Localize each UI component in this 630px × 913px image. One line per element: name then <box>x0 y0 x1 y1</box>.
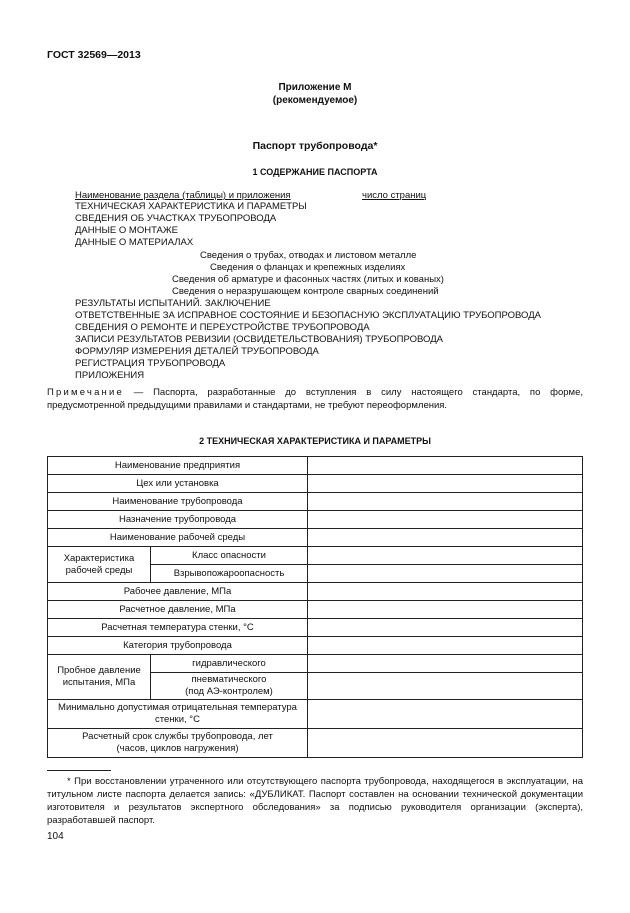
page-number: 104 <box>47 831 64 842</box>
row-label: Минимально допустимая отрицательная температура стенки, °С <box>48 700 308 729</box>
appendix-title: Приложение М <box>278 82 352 93</box>
value-cell <box>308 655 583 673</box>
table-row <box>48 547 583 565</box>
table-row <box>48 637 583 655</box>
row-label <box>48 729 308 758</box>
value-cell <box>308 547 583 565</box>
group-label: Характеристика рабочей среды <box>48 547 151 583</box>
section2-title: 2 ТЕХНИЧЕСКАЯ ХАРАКТЕРИСТИКА И ПАРАМЕТРЫ <box>199 436 431 446</box>
row-label-line: (часов, циклов нагружения) <box>116 743 239 754</box>
toc-subitem: Сведения о трубах, отводах и листовом металле <box>200 250 417 261</box>
footnote-divider <box>47 770 111 771</box>
note-label: Примечание <box>47 387 124 398</box>
row-label: Взрывопожароопасность <box>151 565 308 583</box>
row-label: Наименование предприятия <box>48 457 308 475</box>
toc-column-pages: число страниц <box>362 190 427 201</box>
row-label: Расчетное давление, МПа <box>48 601 308 619</box>
row-label: Рабочее давление, МПа <box>48 583 308 601</box>
toc-column-name: Наименование раздела (таблицы) и приложения <box>75 190 291 201</box>
row-label: Цех или установка <box>48 475 308 493</box>
toc-item: РЕЗУЛЬТАТЫ ИСПЫТАНИЙ. ЗАКЛЮЧЕНИЕ <box>75 298 271 309</box>
value-cell <box>308 700 583 729</box>
appendix-subtitle: (рекомендуемое) <box>272 95 358 106</box>
value-cell <box>308 529 583 547</box>
toc-item: РЕГИСТРАЦИЯ ТРУБОПРОВОДА <box>75 358 226 369</box>
table-row <box>48 493 583 511</box>
document-title: Паспорт трубопровода* <box>252 140 378 152</box>
toc-subitem: Сведения о фланцах и крепежных изделиях <box>210 262 406 273</box>
toc-item: ДАННЫЕ О МАТЕРИАЛАХ <box>75 237 194 248</box>
row-label: Расчетная температура стенки, °С <box>48 619 308 637</box>
value-cell <box>308 493 583 511</box>
technical-characteristics-table <box>47 456 583 758</box>
value-cell <box>308 583 583 601</box>
table-row <box>48 729 583 758</box>
footnote: * При восстановлении утраченного или отсутствующего паспорта трубопровода, находящегося в эксплуатации, на титульном листе паспорта делается запись: «ДУБЛИКАТ. Паспорт составлен на основании технической документации изготовителя и результатов экспертного обследования» за подписью руководителя организации (эксперта), разработавшей паспорт. <box>47 776 583 826</box>
row-label: Наименование трубопровода <box>48 493 308 511</box>
table-row <box>48 655 583 673</box>
row-label: Наименование рабочей среды <box>48 529 308 547</box>
value-cell <box>308 475 583 493</box>
value-cell <box>308 511 583 529</box>
value-cell <box>308 619 583 637</box>
toc-item: ДАННЫЕ О МОНТАЖЕ <box>75 225 179 236</box>
row-label: гидравлического <box>151 655 308 673</box>
table-row <box>48 619 583 637</box>
table-row <box>48 601 583 619</box>
value-cell <box>308 637 583 655</box>
row-label-line: пневматического <box>191 674 267 685</box>
table-row <box>48 511 583 529</box>
row-label-line: Расчетный срок службы трубопровода, лет <box>82 731 273 742</box>
value-cell <box>308 601 583 619</box>
toc-item: ЗАПИСИ РЕЗУЛЬТАТОВ РЕВИЗИИ (ОСВИДЕТЕЛЬСТВОВАНИЯ) ТРУБОПРОВОДА <box>75 334 443 345</box>
value-cell <box>308 457 583 475</box>
toc-item: ПРИЛОЖЕНИЯ <box>75 370 145 381</box>
toc-item: СВЕДЕНИЯ ОБ УЧАСТКАХ ТРУБОПРОВОДА <box>75 213 277 224</box>
section1-title: 1 СОДЕРЖАНИЕ ПАСПОРТА <box>252 167 378 177</box>
toc-subitem: Сведения об арматуре и фасонных частях (литых и кованых) <box>172 274 444 285</box>
group-label: Пробное давление испытания, МПа <box>48 655 151 700</box>
toc-item: ОТВЕТСТВЕННЫЕ ЗА ИСПРАВНОЕ СОСТОЯНИЕ И БЕЗОПАСНУЮ ЭКСПЛУАТАЦИЮ ТРУБОПРОВОДА <box>75 310 541 321</box>
table-row <box>48 700 583 729</box>
standard-header: ГОСТ 32569—2013 <box>47 49 141 61</box>
table-row <box>48 475 583 493</box>
toc-item: ФОРМУЛЯР ИЗМЕРЕНИЯ ДЕТАЛЕЙ ТРУБОПРОВОДА <box>75 346 319 357</box>
note-text: — Паспорта, разработанные до вступления в силу настоящего стандарта, по форме, предусмотренной предыдущими правилами и стандартами, не требуют переоформления. <box>47 387 583 411</box>
toc-item: СВЕДЕНИЯ О РЕМОНТЕ И ПЕРЕУСТРОЙСТВЕ ТРУБОПРОВОДА <box>75 322 370 333</box>
toc-item: ТЕХНИЧЕСКАЯ ХАРАКТЕРИСТИКА И ПАРАМЕТРЫ <box>75 201 307 212</box>
table-row <box>48 529 583 547</box>
value-cell <box>308 673 583 700</box>
row-label: Категория трубопровода <box>48 637 308 655</box>
row-label-line: (под АЭ-контролем) <box>185 686 273 697</box>
row-label: Класс опасности <box>151 547 308 565</box>
value-cell <box>308 565 583 583</box>
note-paragraph <box>47 386 583 412</box>
value-cell <box>308 729 583 758</box>
row-label: Назначение трубопровода <box>48 511 308 529</box>
toc-subitem: Сведения о неразрушающем контроле сварных соединений <box>172 286 439 297</box>
row-label <box>151 673 308 700</box>
table-row <box>48 583 583 601</box>
table-row <box>48 457 583 475</box>
